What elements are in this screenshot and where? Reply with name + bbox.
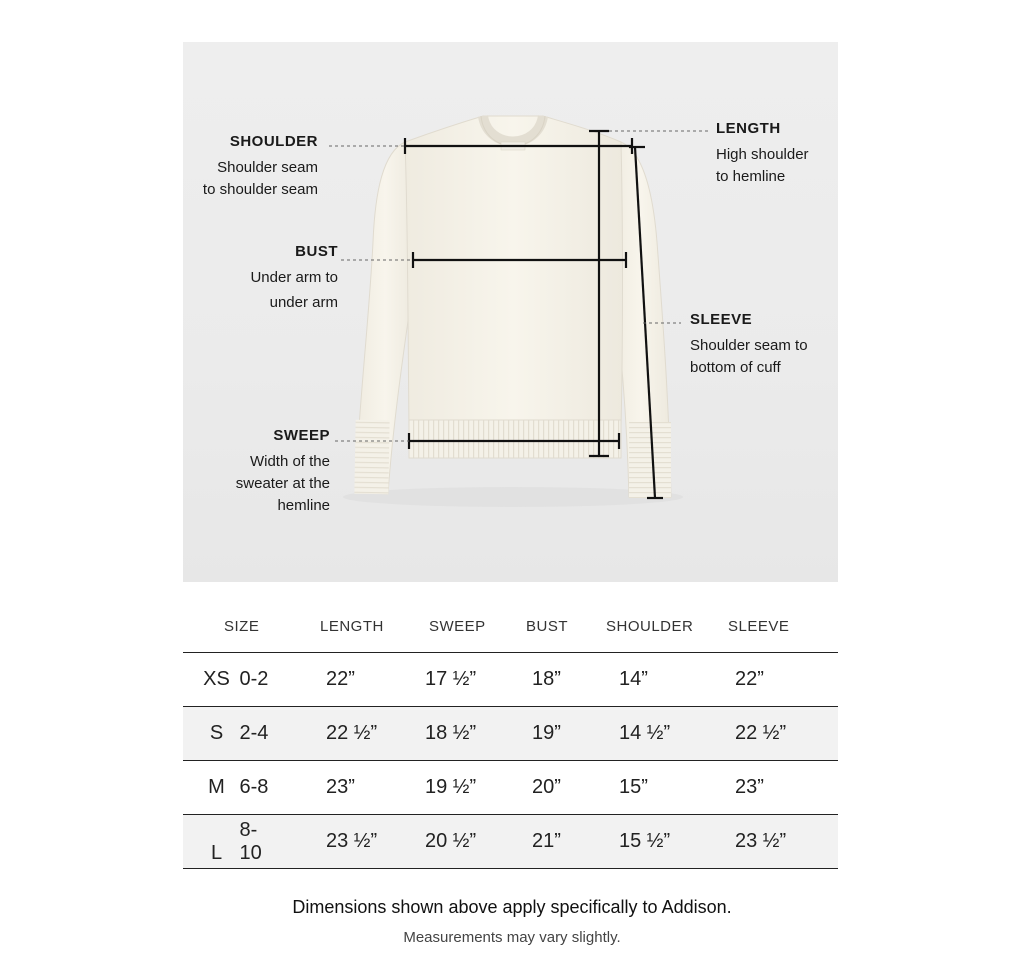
sleeve-title: SLEEVE xyxy=(690,311,753,328)
bust-desc-1: Under arm to xyxy=(250,269,338,286)
header-bust: BUST xyxy=(526,617,569,635)
bust-desc-2: under arm xyxy=(269,294,338,311)
shoulder-cell: 14 ½” xyxy=(619,722,671,744)
table-row xyxy=(183,707,838,761)
sweep-cell: 17 ½” xyxy=(425,668,477,690)
sweater-diagram-panel xyxy=(183,42,838,582)
sweep-desc-1: Width of the xyxy=(249,453,330,470)
sweep-cell: 18 ½” xyxy=(425,722,477,744)
shoulder-cell: 15 ½” xyxy=(619,830,671,852)
sweep-desc-2: sweater at the xyxy=(235,475,330,492)
header-length: LENGTH xyxy=(320,617,384,635)
bust-label xyxy=(250,241,338,314)
size-letter: S xyxy=(209,722,224,744)
header-sweep: SWEEP xyxy=(429,617,486,635)
shoulder-desc-1: Shoulder seam xyxy=(217,159,318,176)
bust-cell: 18” xyxy=(532,668,561,690)
size-cell xyxy=(183,668,298,691)
sleeve-cell: 23 ½” xyxy=(735,830,787,852)
length-cell: 22” xyxy=(326,668,355,690)
size-letter: XS xyxy=(203,668,230,690)
bust-cell: 20” xyxy=(532,776,561,798)
shoulder-title: SHOULDER xyxy=(229,133,318,150)
size-range: 8-10 xyxy=(239,818,262,864)
size-letter: M xyxy=(208,776,225,798)
sweep-title: SWEEP xyxy=(273,427,330,444)
length-desc-2: to hemline xyxy=(716,168,786,185)
bust-cell: 21” xyxy=(532,830,561,852)
table-header xyxy=(183,600,838,653)
table-row xyxy=(183,653,838,707)
header-shoulder: SHOULDER xyxy=(606,617,694,635)
size-range: 6-8 xyxy=(239,776,269,798)
size-cell xyxy=(183,776,298,799)
dimensions-note: Dimensions shown above apply specifically to Addison. xyxy=(292,897,732,917)
table-row xyxy=(183,815,838,869)
sleeve-cell: 22” xyxy=(735,668,764,690)
shoulder-cell: 15” xyxy=(619,776,648,798)
sweep-desc-3: hemline xyxy=(277,497,330,514)
header-sleeve: SLEEVE xyxy=(728,617,790,635)
sleeve-cell: 22 ½” xyxy=(735,722,787,744)
length-title: LENGTH xyxy=(716,120,781,137)
size-cell xyxy=(183,819,298,865)
shoulder-cell: 14” xyxy=(619,668,648,690)
shoulder-desc-2: to shoulder seam xyxy=(202,181,318,198)
sleeve-desc-2: bottom of cuff xyxy=(690,359,781,376)
sweep-cell: 19 ½” xyxy=(425,776,477,798)
sleeve-label xyxy=(690,309,808,379)
size-range: 2-4 xyxy=(239,722,269,744)
size-chart-table xyxy=(183,600,838,869)
length-desc-1: High shoulder xyxy=(716,146,809,163)
size-range: 0-2 xyxy=(239,668,269,690)
sleeve-desc-1: Shoulder seam to xyxy=(690,337,808,354)
sweep-cell: 20 ½” xyxy=(425,830,477,852)
bust-title: BUST xyxy=(295,243,338,260)
length-label xyxy=(716,118,809,188)
sweep-label xyxy=(236,425,330,517)
length-cell: 22 ½” xyxy=(326,722,378,744)
length-cell: 23 ½” xyxy=(326,830,378,852)
size-cell xyxy=(183,722,298,745)
measurements-disclaimer: Measurements may vary slightly. xyxy=(403,929,621,946)
bust-cell: 19” xyxy=(532,722,561,744)
header-size: SIZE xyxy=(224,617,260,635)
sleeve-cell: 23” xyxy=(735,776,764,798)
length-cell: 23” xyxy=(326,776,355,798)
shoulder-label xyxy=(203,131,318,201)
table-row xyxy=(183,761,838,815)
size-letter: L xyxy=(210,841,223,864)
